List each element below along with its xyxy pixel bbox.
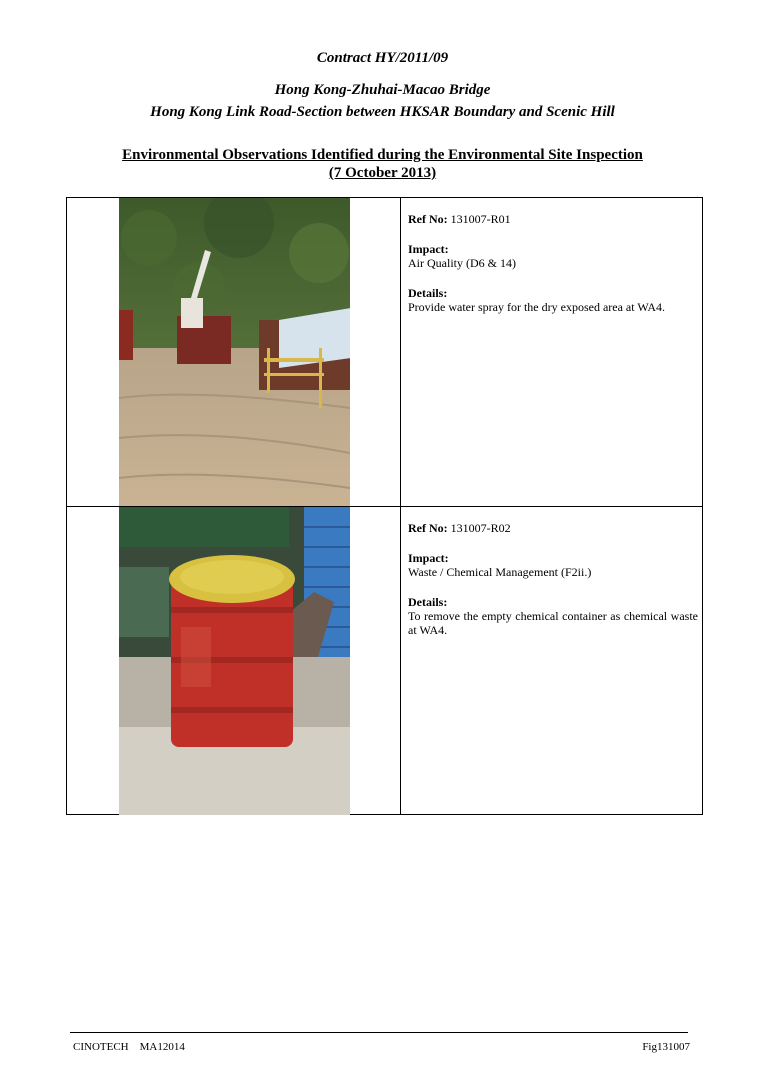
details-label: Details: (408, 595, 448, 609)
details-value: To remove the empty chemical container as chemical waste at WA4. (408, 609, 698, 637)
footer-divider (70, 1032, 688, 1033)
footer-figure-number: Fig131007 (642, 1041, 690, 1053)
impact-value: Air Quality (D6 & 14) (408, 256, 516, 270)
footer-left (73, 1041, 185, 1053)
site-photo-chemical-drum (119, 507, 350, 815)
observations-table (66, 197, 703, 815)
details-value: Provide water spray for the dry exposed area at WA4. (408, 300, 666, 314)
ref-label: Ref No: (408, 212, 448, 226)
observation-row (67, 198, 702, 507)
observation-details (408, 521, 698, 637)
impact-value: Waste / Chemical Management (F2ii.) (408, 565, 592, 579)
ref-number: 131007-R02 (450, 521, 511, 535)
ref-label: Ref No: (408, 521, 448, 535)
document-date: (7 October 2013) (328, 165, 437, 181)
impact-label: Impact: (408, 551, 449, 565)
contract-title: Contract HY/2011/09 (316, 50, 449, 66)
photo-cell (67, 507, 401, 815)
footer-doc-number: MA12014 (139, 1041, 185, 1053)
footer-company: CINOTECH (73, 1041, 129, 1053)
observation-row (67, 507, 702, 815)
ref-number: 131007-R01 (450, 212, 511, 226)
document-title: Environmental Observations Identified during the Environmental Site Inspection (122, 147, 643, 163)
photo-cell (67, 198, 401, 506)
site-photo-construction-area (119, 198, 350, 506)
project-title: Hong Kong-Zhuhai-Macao Bridge (274, 82, 491, 98)
details-label: Details: (408, 286, 448, 300)
section-title: Hong Kong Link Road-Section between HKSAR Boundary and Scenic Hill (150, 104, 615, 120)
observation-details (408, 212, 698, 314)
impact-label: Impact: (408, 242, 449, 256)
